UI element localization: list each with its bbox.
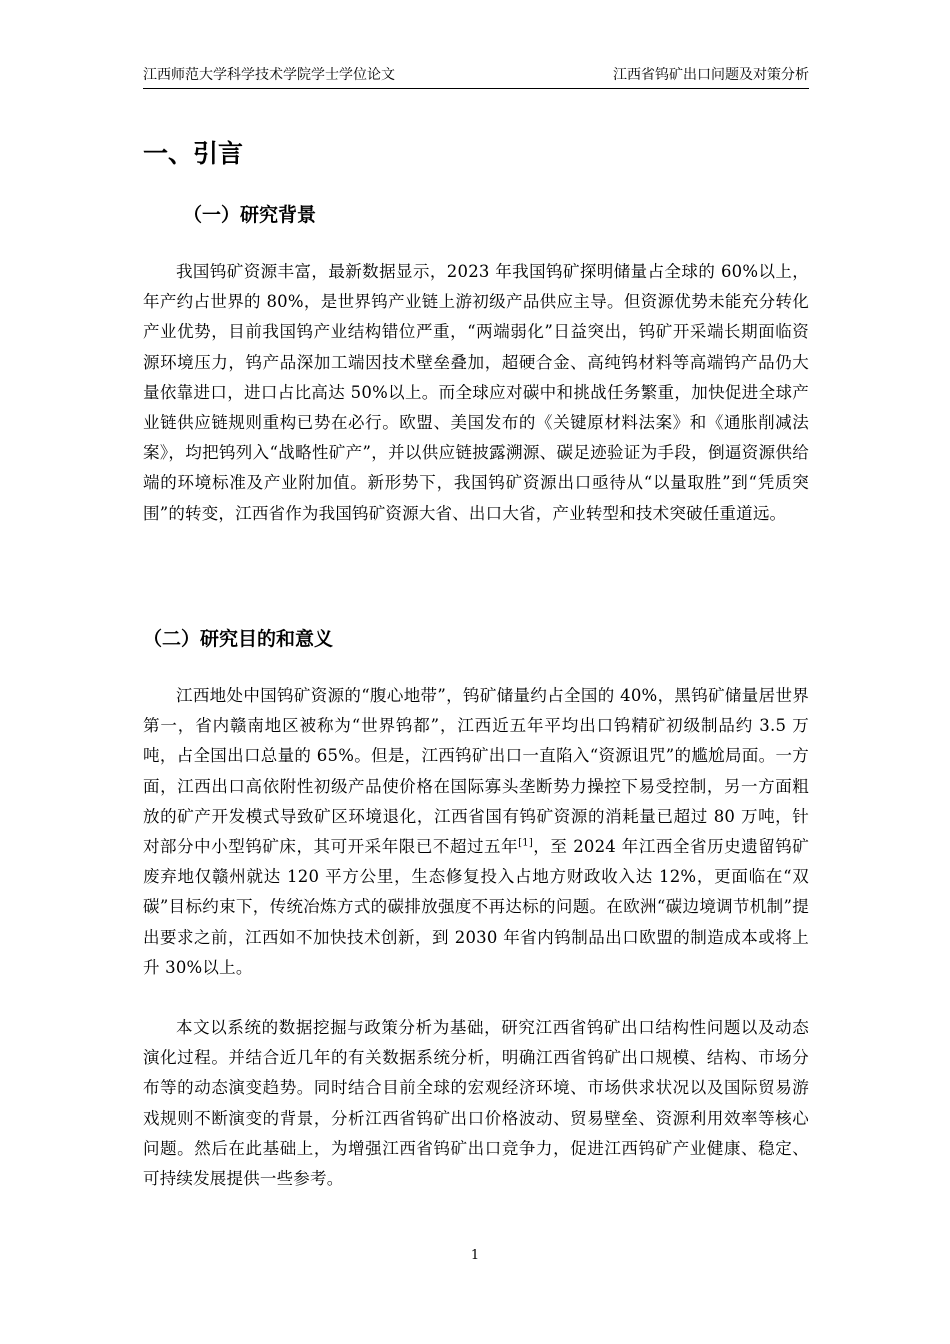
paragraph-background: 我国钨矿资源丰富，最新数据显示，2023 年我国钨矿探明储量占全球的 60%以上，年产约占世界的 80%，是世界钨产业链上游初级产品供应主导。但资源优势未能充分转化产业优势，目前我国钨产业结构错位严重，“两端弱化”日益突出，钨矿开采端长期面临资源环境压力，钨产品深加工端因技术壁垒叠加，超硬合金、高纯钨材料等高端钨产品仍大量依靠进口，进口占比高达 50%以上。而全球应对碳中和挑战任务繁重，加快促进全球产业链供应链规则重构已势在必行。欧盟、美国发布的《关键原材料法案》和《通胀削减法案》，均把钨列入“战略性矿产”，并以供应链披露溯源、碳足迹验证为手段，倒逼资源供给端的环境标准及产业附加值。新形势下，我国钨矿资源出口亟待从“以量取胜”到“凭质突围”的转变，江西省作为我国钨矿资源大省、出口大省，产业转型和技术突破任重道远。 — [143, 262, 809, 523]
page-number: 1 — [470, 1248, 480, 1263]
paragraph-purpose-2: 本文以系统的数据挖掘与政策分析为基础，研究江西省钨矿出口结构性问题以及动态演化过程。并结合近几年的有关数据系统分析，明确江西省钨矿出口规模、结构、市场分布等的动态演变趋势。同时结合目前全球的宏观经济环境、市场供求状况以及国际贸易游戏规则不断演变的背景，分析江西省钨矿出口价格波动、贸易壁垒、资源利用效率等核心问题。然后在此基础上，为增强江西省钨矿出口竞争力，促进江西钨矿产业健康、稳定、可持续发展提供一些参考。 — [143, 1018, 809, 1189]
section-title-purpose: （二）研究目的和意义 — [143, 628, 334, 650]
paragraph-purpose-1-part-a: 江西地处中国钨矿资源的“腹心地带”，钨矿储量约占全国的 40%，黑钨矿储量居世界第一，省内赣南地区被称为“世界钨都”，江西近五年平均出口钨精矿初级制品约 3.5 万吨，占全国出口总量的 65%。但是，江西钨矿出口一直陷入“资源诅咒”的尴尬局面。一方面，江西出口高依附性初级产品使价格在国际寡头垄断势力操控下易受控制，另一方面粗放的矿产开发模式导致矿区环境退化，江西省国有钨矿资源的消耗量已超过 80 万吨，针对部分中小型钨矿床，其可开采年限已不超过五年 — [143, 686, 809, 857]
running-header — [143, 62, 809, 89]
chapter-title: 一、引言 — [143, 139, 244, 168]
paragraph-purpose-1-part-b: ，至 2024 年江西全省历史遗留钨矿废弃地仅赣州就达 120 平方公里，生态修复投入占地方财政收入达 12%，更面临在“双碳”目标约束下，传统冶炼方式的碳排放强度不再达标的问题。在欧洲“碳边境调节机制”提出要求之前，江西如不加快技术创新，到 2030 年省内钨制品出口欧盟的制造成本或将上升 30%以上。 — [143, 837, 810, 977]
header-thesis-title: 江西师范大学科学技术学院学士学位论文 — [143, 67, 395, 83]
header-paper-title: 江西省钨矿出口问题及对策分析 — [613, 67, 809, 83]
citation-marker[interactable]: [1] — [518, 837, 533, 849]
paragraph-purpose-1 — [143, 681, 809, 983]
section-title-background: （一）研究背景 — [183, 204, 317, 226]
